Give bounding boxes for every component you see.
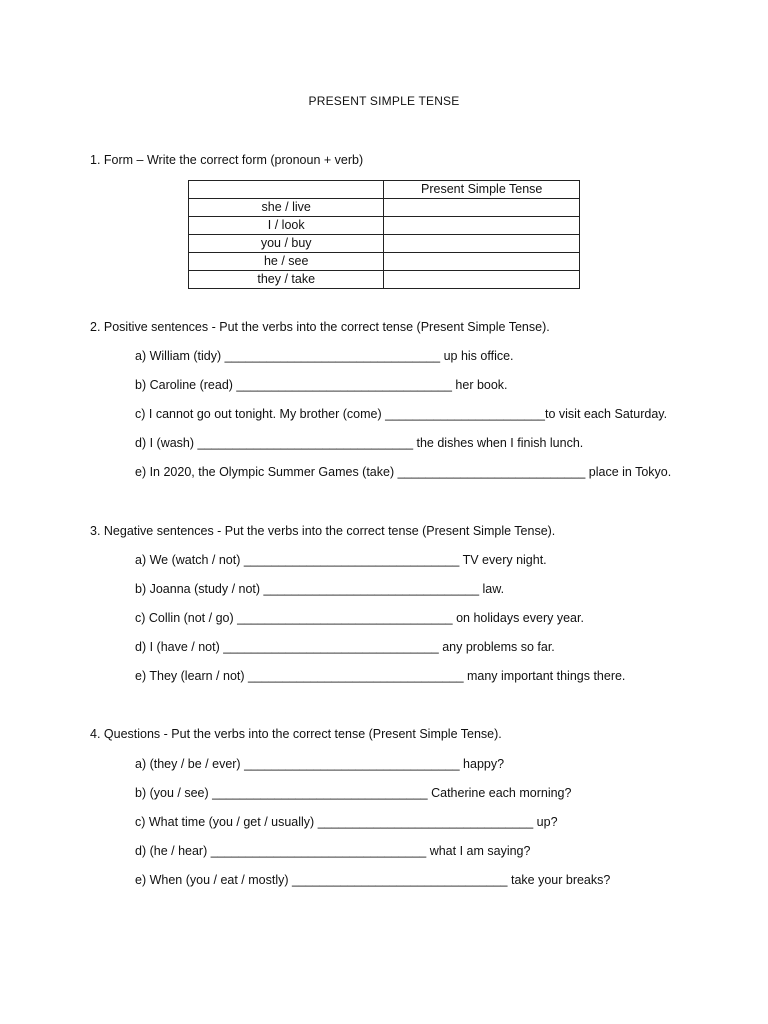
table-header-cell: Present Simple Tense [384, 181, 580, 199]
exercise-item: e) They (learn / not) _______________________________ many important things there. [135, 669, 626, 683]
table-cell-answer[interactable] [384, 253, 580, 271]
table-row [189, 217, 580, 235]
exercise-item: b) Caroline (read) _______________________________ her book. [135, 378, 508, 392]
exercise-item: d) I (have / not) _______________________________ any problems so far. [135, 640, 555, 654]
exercise-item: e) When (you / eat / mostly) _______________________________ take your breaks? [135, 873, 611, 887]
table-cell-pronoun-verb: they / take [189, 271, 384, 289]
table-cell-pronoun-verb: he / see [189, 253, 384, 271]
exercise-item: c) I cannot go out tonight. My brother (come) _______________________to visit each Saturday. [135, 407, 668, 421]
exercise-item: a) William (tidy) _______________________________ up his office. [135, 349, 514, 363]
table-row [189, 199, 580, 217]
table-header-cell [189, 181, 384, 199]
section-3-heading: 3. Negative sentences - Put the verbs into the correct tense (Present Simple Tense). [90, 524, 556, 538]
table-row [189, 271, 580, 289]
table-cell-pronoun-verb: I / look [189, 217, 384, 235]
page-title: PRESENT SIMPLE TENSE [308, 94, 460, 108]
section-2-heading: 2. Positive sentences - Put the verbs into the correct tense (Present Simple Tense). [90, 320, 550, 334]
table-cell-answer[interactable] [384, 271, 580, 289]
exercise-item: b) Joanna (study / not) _______________________________ law. [135, 582, 505, 596]
section-1-heading: 1. Form – Write the correct form (pronoun + verb) [90, 153, 364, 167]
exercise-item: d) (he / hear) _______________________________ what I am saying? [135, 844, 531, 858]
table-header-row [189, 181, 580, 199]
section-4-heading: 4. Questions - Put the verbs into the correct tense (Present Simple Tense). [90, 727, 502, 741]
exercise-item: a) We (watch / not) _______________________________ TV every night. [135, 553, 547, 567]
table-cell-pronoun-verb: you / buy [189, 235, 384, 253]
exercise-item: d) I (wash) _______________________________ the dishes when I finish lunch. [135, 436, 584, 450]
exercise-item: e) In 2020, the Olympic Summer Games (take) ___________________________ place in Tokyo. [135, 465, 672, 479]
table-cell-pronoun-verb: she / live [189, 199, 384, 217]
exercise-item: c) Collin (not / go) _______________________________ on holidays every year. [135, 611, 584, 625]
exercise-item: c) What time (you / get / usually) _______________________________ up? [135, 815, 558, 829]
form-table [188, 180, 580, 289]
table-cell-answer[interactable] [384, 217, 580, 235]
exercise-item: b) (you / see) _______________________________ Catherine each morning? [135, 786, 572, 800]
exercise-item: a) (they / be / ever) _______________________________ happy? [135, 757, 505, 771]
table-row [189, 235, 580, 253]
table-cell-answer[interactable] [384, 199, 580, 217]
table-cell-answer[interactable] [384, 235, 580, 253]
table-row [189, 253, 580, 271]
